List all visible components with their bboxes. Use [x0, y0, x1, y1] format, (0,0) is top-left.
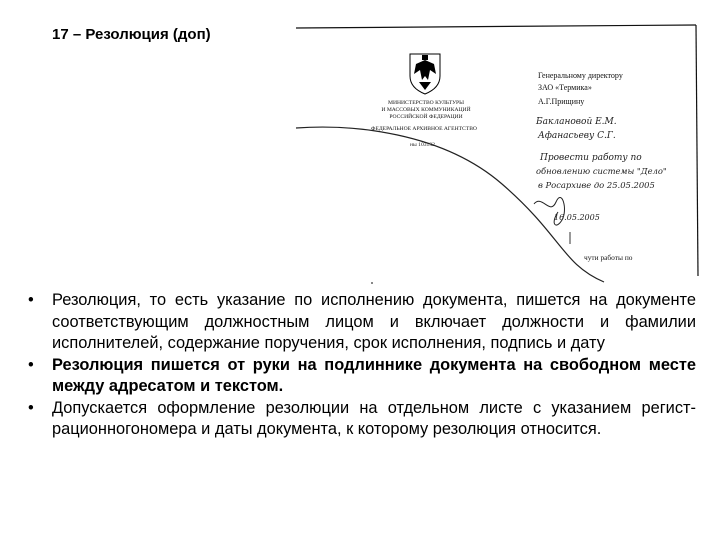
- sender-line: МИНИСТЕРСТВО КУЛЬТУРЫ: [387, 100, 465, 106]
- resolution-executor: Афанасьеву С.Г.: [538, 131, 616, 141]
- page-fold-curve: [296, 127, 604, 282]
- agency-address-fragment: ны 103132: [410, 142, 435, 148]
- bullet-marker: •: [28, 355, 34, 374]
- document-scan-svg: [292, 24, 705, 286]
- bullet-item: [28, 355, 696, 398]
- bullet-marker: •: [28, 398, 34, 417]
- document-scan-image: [292, 24, 705, 286]
- addressee-line: А.Г.Прищину: [538, 97, 585, 106]
- sender-line: РОССИЙСКОЙ ФЕДЕРАЦИИ: [389, 114, 463, 120]
- agency-name: ФЕДЕРАЛЬНОЕ АРХИВНОЕ АГЕНТСТВО: [371, 126, 477, 132]
- page-top-edge: [296, 25, 696, 28]
- resolution-instruction: обновлению системы "Дело": [536, 166, 667, 176]
- coat-of-arms-icon: [410, 54, 440, 94]
- bullet-text: Резолюция пишется от руки на подлиннике документа на свободном месте между адресатом и текстом.: [52, 355, 696, 395]
- bullet-text: Допускается оформление резолюции на отдельном листе с указанием регист-рационногономера и даты документа, к которому резолюция относится.: [52, 398, 696, 438]
- resolution-executor: Баклановой Е.М.: [536, 117, 617, 127]
- dot-mark: [371, 282, 373, 284]
- sender-line: И МАССОВЫХ КОММУНИКАЦИЙ: [381, 107, 471, 113]
- bullet-item: [28, 398, 696, 441]
- resolution-date: 16.05.2005: [554, 213, 600, 222]
- bullet-item: [28, 290, 696, 355]
- addressee-line: ЗАО «Термика»: [538, 83, 592, 92]
- slide-title: 17 – Резолюция (доп): [52, 26, 211, 43]
- body-text-fragment: чути работы по: [584, 253, 633, 262]
- page-right-edge: [696, 25, 698, 276]
- resolution-instruction: Провести работу по: [540, 153, 642, 163]
- bullet-marker: •: [28, 291, 34, 309]
- bullet-list: [28, 290, 696, 441]
- bullet-text: Резолюция, то есть указание по исполнению документа, пишется на документе соответствующим должностным лицом и включает должности и фамилии исполнителей, содержание поручения, срок исполнения, подпись и дату: [52, 291, 696, 352]
- addressee-line: Генеральному директору: [538, 71, 623, 80]
- resolution-deadline: в Росархиве до 25.05.2005: [538, 180, 655, 190]
